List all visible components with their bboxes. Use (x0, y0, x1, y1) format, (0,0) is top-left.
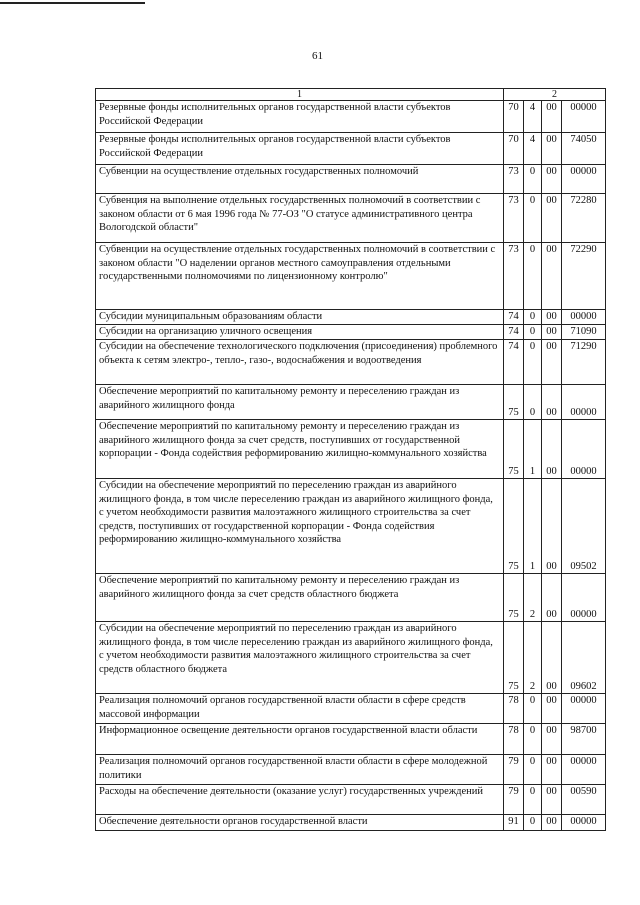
header-col-1: 1 (96, 89, 504, 101)
row-code-section: 91 (504, 815, 524, 831)
row-description: Реализация полномочий органов государственной власти области в сфере молодежной политики (96, 755, 504, 785)
row-code-subsection: 0 (524, 785, 542, 815)
row-code-item: 09502 (562, 479, 606, 574)
row-code-item: 00000 (562, 755, 606, 785)
table-row (96, 785, 606, 815)
row-code-item: 00000 (562, 420, 606, 479)
row-description: Обеспечение деятельности органов государственной власти (96, 815, 504, 831)
row-code-section: 74 (504, 310, 524, 325)
row-code-subsection: 0 (524, 385, 542, 420)
table-row (96, 694, 606, 724)
budget-classification-table (95, 88, 606, 831)
row-code-group: 00 (542, 574, 562, 622)
row-code-subsection: 0 (524, 815, 542, 831)
row-code-subsection: 2 (524, 622, 542, 694)
row-code-subsection: 0 (524, 340, 542, 385)
row-code-section: 73 (504, 243, 524, 310)
row-code-item: 00000 (562, 101, 606, 133)
row-code-group: 00 (542, 815, 562, 831)
row-code-section: 73 (504, 194, 524, 243)
row-code-group: 00 (542, 622, 562, 694)
row-code-subsection: 0 (524, 724, 542, 755)
row-description: Субвенция на выполнение отдельных государственных полномочий в соответствии с законом области от 6 мая 1996 года № 77-ОЗ "О статусе административного центра Вологодской области" (96, 194, 504, 243)
row-code-group: 00 (542, 340, 562, 385)
row-code-group: 00 (542, 325, 562, 340)
row-code-subsection: 0 (524, 755, 542, 785)
table-row (96, 755, 606, 785)
row-code-item: 09602 (562, 622, 606, 694)
row-code-section: 70 (504, 101, 524, 133)
table-row (96, 815, 606, 831)
row-code-subsection: 0 (524, 694, 542, 724)
row-code-group: 00 (542, 133, 562, 165)
row-code-section: 79 (504, 785, 524, 815)
row-code-item: 00000 (562, 815, 606, 831)
row-code-item: 00590 (562, 785, 606, 815)
table-row (96, 479, 606, 574)
row-code-group: 00 (542, 724, 562, 755)
row-code-group: 00 (542, 420, 562, 479)
header-col-2: 2 (504, 89, 606, 101)
row-code-group: 00 (542, 165, 562, 194)
table-row (96, 101, 606, 133)
row-code-item: 72290 (562, 243, 606, 310)
row-description: Субсидии на обеспечение мероприятий по переселению граждан из аварийного жилищного фонда, в том числе переселению граждан из аварийного жилищного фонда, с учетом необходимости развития малоэтажного жилищного строительства за счет средств, поступивших от государственной корпорации - Фонда содействия реформированию жилищно-коммунального хозяйства (96, 479, 504, 574)
row-code-item: 00000 (562, 310, 606, 325)
row-code-group: 00 (542, 785, 562, 815)
row-code-subsection: 0 (524, 194, 542, 243)
row-code-section: 70 (504, 133, 524, 165)
row-description: Реализация полномочий органов государственной власти области в сфере средств массовой информации (96, 694, 504, 724)
row-code-subsection: 4 (524, 101, 542, 133)
row-code-section: 78 (504, 694, 524, 724)
row-description: Субвенции на осуществление отдельных государственных полномочий в соответствии с законом области "О наделении органов местного самоуправления отдельными государственными полномочиями по лицензионному контролю" (96, 243, 504, 310)
row-description: Субсидии на организацию уличного освещения (96, 325, 504, 340)
row-code-section: 75 (504, 420, 524, 479)
row-code-group: 00 (542, 479, 562, 574)
table-row (96, 165, 606, 194)
row-code-section: 74 (504, 325, 524, 340)
row-code-item: 00000 (562, 694, 606, 724)
row-description: Резервные фонды исполнительных органов государственной власти субъектов Российской Федерации (96, 133, 504, 165)
row-code-subsection: 4 (524, 133, 542, 165)
row-description: Обеспечение мероприятий по капитальному ремонту и переселению граждан из аварийного жилищного фонда за счет средств областного бюджета (96, 574, 504, 622)
row-code-section: 75 (504, 574, 524, 622)
table-row (96, 310, 606, 325)
row-description: Резервные фонды исполнительных органов государственной власти субъектов Российской Федерации (96, 101, 504, 133)
row-code-group: 00 (542, 694, 562, 724)
table-row (96, 385, 606, 420)
row-code-subsection: 0 (524, 243, 542, 310)
row-code-subsection: 0 (524, 325, 542, 340)
row-code-section: 79 (504, 755, 524, 785)
top-rule (0, 2, 145, 4)
row-code-group: 00 (542, 385, 562, 420)
row-description: Субсидии муниципальным образованиям области (96, 310, 504, 325)
row-code-subsection: 1 (524, 420, 542, 479)
table-row (96, 574, 606, 622)
table-row (96, 340, 606, 385)
table-row (96, 724, 606, 755)
row-description: Расходы на обеспечение деятельности (оказание услуг) государственных учреждений (96, 785, 504, 815)
row-code-section: 74 (504, 340, 524, 385)
row-code-subsection: 1 (524, 479, 542, 574)
row-code-section: 78 (504, 724, 524, 755)
row-code-section: 75 (504, 479, 524, 574)
row-code-item: 74050 (562, 133, 606, 165)
row-code-group: 00 (542, 194, 562, 243)
row-code-section: 73 (504, 165, 524, 194)
row-code-item: 98700 (562, 724, 606, 755)
row-code-section: 75 (504, 622, 524, 694)
row-description: Информационное освещение деятельности органов государственной власти области (96, 724, 504, 755)
table-row (96, 243, 606, 310)
row-code-subsection: 0 (524, 165, 542, 194)
row-code-group: 00 (542, 243, 562, 310)
row-code-subsection: 0 (524, 310, 542, 325)
table-header-row (96, 89, 606, 101)
row-code-item: 71290 (562, 340, 606, 385)
row-code-item: 71090 (562, 325, 606, 340)
row-code-group: 00 (542, 310, 562, 325)
page-number: 61 (312, 50, 323, 62)
row-description: Обеспечение мероприятий по капитальному ремонту и переселению граждан из аварийного жилищного фонда за счет средств, поступивших от государственной корпорации - Фонда содействия реформированию жилищно-коммунального хозяйства (96, 420, 504, 479)
table-row (96, 194, 606, 243)
row-description: Субвенции на осуществление отдельных государственных полномочий (96, 165, 504, 194)
row-code-item: 00000 (562, 574, 606, 622)
table-row (96, 325, 606, 340)
row-code-section: 75 (504, 385, 524, 420)
table-row (96, 420, 606, 479)
row-description: Обеспечение мероприятий по капитальному ремонту и переселению граждан из аварийного жилищного фонда (96, 385, 504, 420)
row-code-item: 00000 (562, 385, 606, 420)
row-code-item: 00000 (562, 165, 606, 194)
row-description: Субсидии на обеспечение технологического подключения (присоединения) проблемного объекта к сетям электро-, тепло-, газо-, водоснабжения и водоотведения (96, 340, 504, 385)
row-code-group: 00 (542, 755, 562, 785)
row-code-subsection: 2 (524, 574, 542, 622)
table-row (96, 622, 606, 694)
row-code-group: 00 (542, 101, 562, 133)
table-row (96, 133, 606, 165)
row-description: Субсидии на обеспечение мероприятий по переселению граждан из аварийного жилищного фонда, в том числе переселению граждан из аварийного жилищного фонда, с учетом необходимости развития малоэтажного жилищного строительства за счет средств областного бюджета (96, 622, 504, 694)
row-code-item: 72280 (562, 194, 606, 243)
